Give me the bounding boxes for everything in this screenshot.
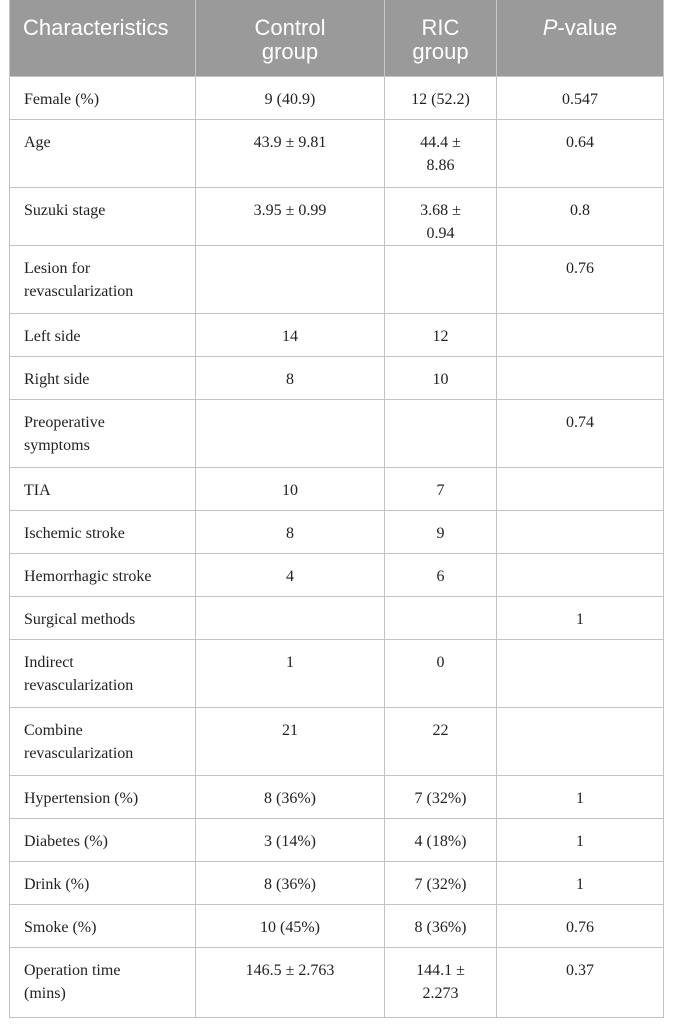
row-label-cell: Combine revascularization (10, 707, 196, 775)
control-group-cell: 3 (14%) (196, 818, 385, 861)
row-label-cell: Hypertension (%) (10, 775, 196, 818)
ric-group-cell: 7 (32%) (385, 861, 497, 904)
table-row (10, 596, 664, 639)
table-header (10, 0, 664, 76)
row-label-cell: Ischemic stroke (10, 510, 196, 553)
ric-group-cell: 22 (385, 707, 497, 775)
p-value-cell: 0.547 (497, 76, 664, 119)
table-row (10, 76, 664, 119)
table-row (10, 313, 664, 356)
control-group-cell (196, 245, 385, 313)
p-value-cell: 0.76 (497, 904, 664, 947)
ric-group-cell: 44.4 ± 8.86 (385, 119, 497, 187)
row-label-cell: Indirect revascularization (10, 639, 196, 707)
p-value-cell: 0.74 (497, 399, 664, 467)
p-value-cell (497, 510, 664, 553)
table-row (10, 245, 664, 313)
table-row (10, 399, 664, 467)
table-row (10, 510, 664, 553)
header-control-group (196, 0, 385, 76)
p-value-cell (497, 639, 664, 707)
table-row (10, 861, 664, 904)
ric-group-cell: 6 (385, 553, 497, 596)
ric-group-cell: 8 (36%) (385, 904, 497, 947)
table-row (10, 818, 664, 861)
characteristics-table (9, 0, 664, 1018)
control-group-cell: 10 (196, 467, 385, 510)
row-label-cell: Smoke (%) (10, 904, 196, 947)
row-label-cell: Lesion for revascularization (10, 245, 196, 313)
row-label-cell: Female (%) (10, 76, 196, 119)
table-row (10, 187, 664, 245)
row-label-cell: Age (10, 119, 196, 187)
header-control-line2: group (261, 39, 319, 64)
table-row (10, 639, 664, 707)
p-value-cell (497, 467, 664, 510)
control-group-cell: 8 (196, 510, 385, 553)
p-value-cell (497, 356, 664, 399)
ric-group-cell: 3.68 ± 0.94 (385, 187, 497, 245)
table-body (10, 76, 664, 1017)
p-value-cell: 0.37 (497, 947, 664, 1017)
row-label-cell: Operation time (mins) (10, 947, 196, 1017)
header-p-rest: -value (557, 15, 618, 40)
control-group-cell: 8 (36%) (196, 861, 385, 904)
ric-group-cell: 7 (32%) (385, 775, 497, 818)
header-p-italic: P (542, 15, 558, 40)
table-row (10, 467, 664, 510)
characteristics-table-container (9, 0, 663, 1018)
table-row (10, 119, 664, 187)
control-group-cell: 21 (196, 707, 385, 775)
row-label-cell: Surgical methods (10, 596, 196, 639)
ric-group-cell: 7 (385, 467, 497, 510)
ric-group-cell: 0 (385, 639, 497, 707)
control-group-cell: 10 (45%) (196, 904, 385, 947)
row-label-cell: Suzuki stage (10, 187, 196, 245)
control-group-cell: 9 (40.9) (196, 76, 385, 119)
table-row (10, 356, 664, 399)
header-ric-line2: group (412, 39, 469, 64)
table-row (10, 775, 664, 818)
table-row (10, 553, 664, 596)
header-p-value (497, 0, 664, 76)
ric-group-cell: 144.1 ± 2.273 (385, 947, 497, 1017)
header-characteristics-label: Characteristics (23, 15, 169, 40)
control-group-cell: 43.9 ± 9.81 (196, 119, 385, 187)
table-row (10, 707, 664, 775)
p-value-cell: 1 (497, 861, 664, 904)
ric-group-cell (385, 596, 497, 639)
table-row (10, 947, 664, 1017)
p-value-cell (497, 313, 664, 356)
table-row (10, 904, 664, 947)
p-value-cell: 0.64 (497, 119, 664, 187)
control-group-cell: 1 (196, 639, 385, 707)
header-ric-line1: RIC (421, 15, 460, 40)
row-label-cell: Diabetes (%) (10, 818, 196, 861)
control-group-cell: 3.95 ± 0.99 (196, 187, 385, 245)
row-label-cell: Drink (%) (10, 861, 196, 904)
control-group-cell: 146.5 ± 2.763 (196, 947, 385, 1017)
control-group-cell: 8 (196, 356, 385, 399)
p-value-cell (497, 553, 664, 596)
control-group-cell (196, 399, 385, 467)
ric-group-cell (385, 399, 497, 467)
p-value-cell (497, 707, 664, 775)
control-group-cell: 4 (196, 553, 385, 596)
control-group-cell: 8 (36%) (196, 775, 385, 818)
row-label-cell: Preoperative symptoms (10, 399, 196, 467)
ric-group-cell: 9 (385, 510, 497, 553)
ric-group-cell (385, 245, 497, 313)
p-value-cell: 0.8 (497, 187, 664, 245)
control-group-cell (196, 596, 385, 639)
row-label-cell: Right side (10, 356, 196, 399)
header-ric-group (385, 0, 497, 76)
header-characteristics (10, 0, 196, 76)
row-label-cell: Left side (10, 313, 196, 356)
ric-group-cell: 12 (385, 313, 497, 356)
ric-group-cell: 10 (385, 356, 497, 399)
p-value-cell: 0.76 (497, 245, 664, 313)
ric-group-cell: 12 (52.2) (385, 76, 497, 119)
header-row (10, 0, 664, 76)
control-group-cell: 14 (196, 313, 385, 356)
ric-group-cell: 4 (18%) (385, 818, 497, 861)
row-label-cell: TIA (10, 467, 196, 510)
p-value-cell: 1 (497, 775, 664, 818)
p-value-cell: 1 (497, 818, 664, 861)
row-label-cell: Hemorrhagic stroke (10, 553, 196, 596)
p-value-cell: 1 (497, 596, 664, 639)
header-control-line1: Control (254, 15, 326, 40)
